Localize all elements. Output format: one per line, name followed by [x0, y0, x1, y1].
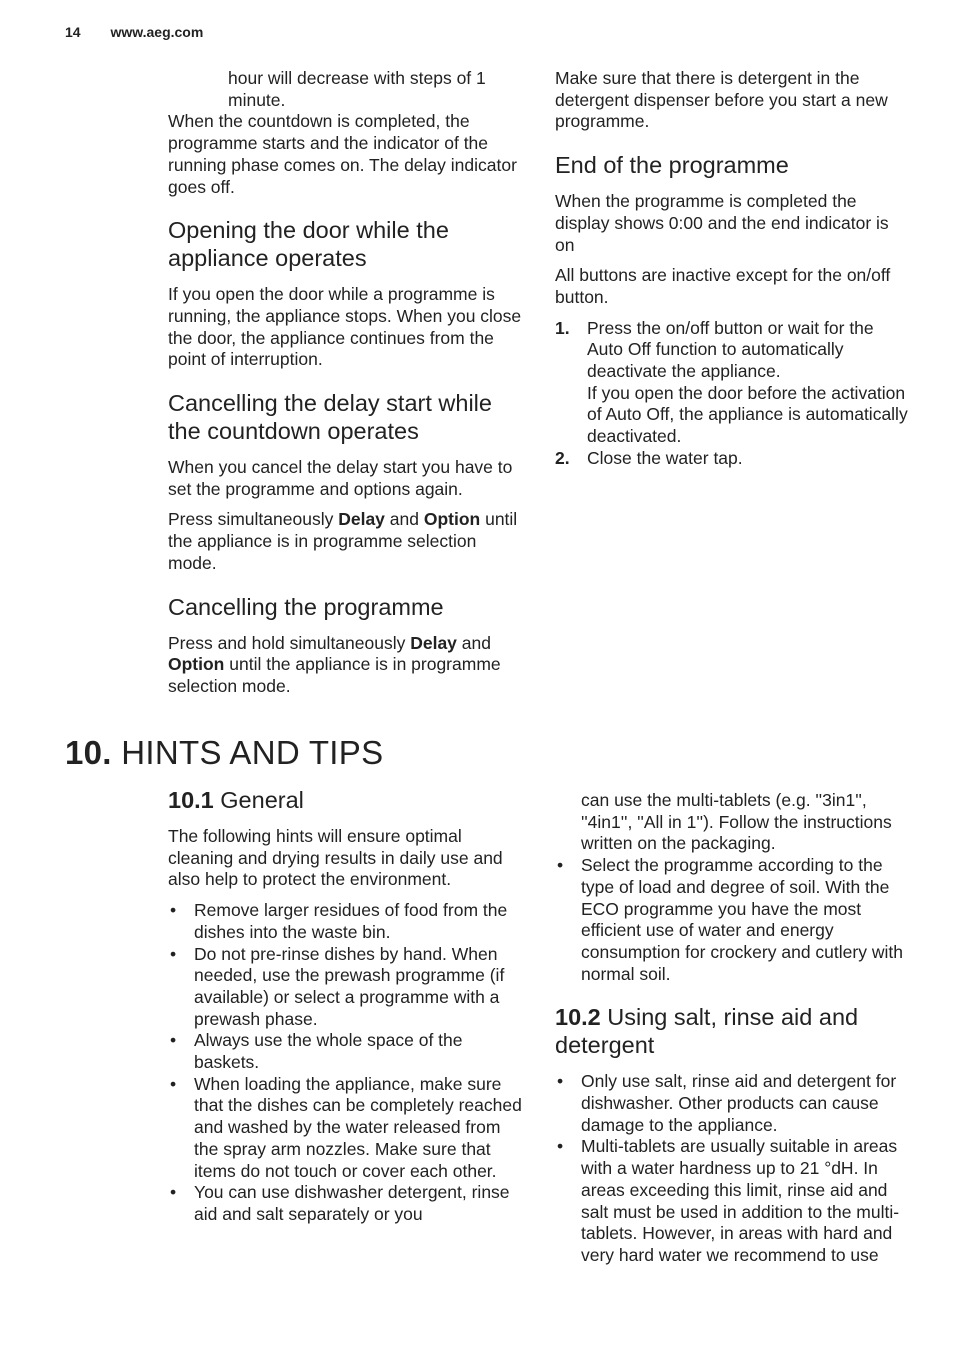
- step-marker: 2.: [555, 447, 570, 468]
- list-item: • Only use salt, rinse aid and detergent for dishwasher. Other products can cause damage to the appliance.: [555, 1071, 911, 1136]
- heading-cancel-delay: Cancelling the delay start while the countdown operates: [168, 390, 492, 445]
- list-item: • Do not pre-rinse dishes by hand. When needed, use the prewash programme (if available) or select a programme with a prewash phase.: [168, 944, 528, 1031]
- list-item: • Remove larger residues of food from the dishes into the waste bin.: [168, 900, 528, 943]
- option-label: Option: [168, 654, 225, 675]
- general-bullets: [168, 900, 528, 1226]
- left-column-top: [168, 68, 528, 707]
- chapter-number: 10.: [65, 734, 112, 771]
- general-intro: The following hints will ensure optimal cleaning and drying results in daily use and also help to protect the environment.: [168, 826, 503, 890]
- delay-label: Delay: [338, 509, 385, 530]
- heading-10-1: 10.1 General: [168, 787, 304, 813]
- list-item: • You can use dishwasher detergent, rinse aid and salt separately or you: [168, 1182, 528, 1225]
- right-column-top: [555, 68, 911, 470]
- buttons-inactive-text: All buttons are inactive except for the on/off button.: [555, 265, 891, 307]
- heading-end-programme: End of the programme: [555, 152, 789, 179]
- end-steps-list: [555, 318, 911, 470]
- chapter-name: HINTS AND TIPS: [121, 734, 384, 771]
- heading-cancel-programme: Cancelling the programme: [168, 593, 444, 620]
- heading-opening-door: Opening the door while the appliance operates: [168, 217, 449, 272]
- list-item: • Select the programme according to the type of load and degree of soil. With the ECO programme you have the most efficient use of water and energy consumption for crockery and cutlery with normal soil.: [555, 855, 911, 985]
- page-number: 14: [65, 24, 81, 40]
- list-item: • When loading the appliance, make sure that the dishes can be completely reached and washed by the water released from the spray arm nozzles. Make sure that items do not touch or cover each other.: [168, 1074, 528, 1183]
- cancel-programme-instruction: Press and hold simultaneously Delay and Option until the appliance is in programme selection mode.: [168, 632, 501, 696]
- step-text: Press the on/off button or wait for the Auto Off function to automatically deactivate the appliance.: [587, 317, 874, 382]
- list-item: • Multi-tablets are usually suitable in areas with a water hardness up to 21 °dH. In areas exceeding this limit, rinse aid and salt must be used in addition to the multi-tablets. However, in areas with hard and very hard water we recommend to use: [555, 1136, 911, 1266]
- countdown-completed-text: When the countdown is completed, the programme starts and the indicator of the running phase comes on. The delay indicator goes off.: [168, 111, 517, 197]
- website-link[interactable]: www.aeg.com: [110, 24, 204, 40]
- end-programme-text: When the programme is completed the display shows 0:00 and the end indicator is on: [555, 191, 889, 255]
- step-item: [555, 318, 911, 448]
- salt-bullets: [555, 1071, 911, 1266]
- right-column-bottom: [555, 790, 911, 1276]
- opening-door-text: If you open the door while a programme is running, the appliance stops. When you close the door, the appliance continues from the point of interruption.: [168, 284, 522, 370]
- option-label: Option: [423, 509, 481, 530]
- heading-10-2: 10.2 Using salt, rinse aid and detergent: [555, 1004, 859, 1059]
- chapter-title: [65, 732, 383, 774]
- detergent-note: Make sure that there is detergent in the detergent dispenser before you start a new programme.: [555, 68, 888, 132]
- step-subtext: If you open the door before the activation of Auto Off, the appliance is automatically deactivated.: [587, 382, 908, 447]
- cancel-delay-text: When you cancel the delay start you have to set the programme and options again.: [168, 457, 513, 499]
- step-marker: 1.: [555, 317, 570, 338]
- bullet-continuation: can use the multi-tablets (e.g. ''3in1'', ''4in1'', ''All in 1''). Follow the instructions written on the packaging.: [581, 790, 892, 854]
- cancel-delay-instruction: Press simultaneously Delay and Option until the appliance is in programme selection mode.: [168, 509, 518, 573]
- list-item: • Always use the whole space of the baskets.: [168, 1030, 528, 1073]
- step-item: [555, 448, 911, 470]
- left-column-bottom: [168, 786, 528, 1235]
- general-bullets-cont: [555, 855, 911, 985]
- delay-label: Delay: [410, 632, 457, 653]
- continued-step-text: hour will decrease with steps of 1 minute.: [228, 68, 486, 110]
- page-header: [65, 24, 203, 40]
- step-text: Close the water tap.: [587, 447, 743, 468]
